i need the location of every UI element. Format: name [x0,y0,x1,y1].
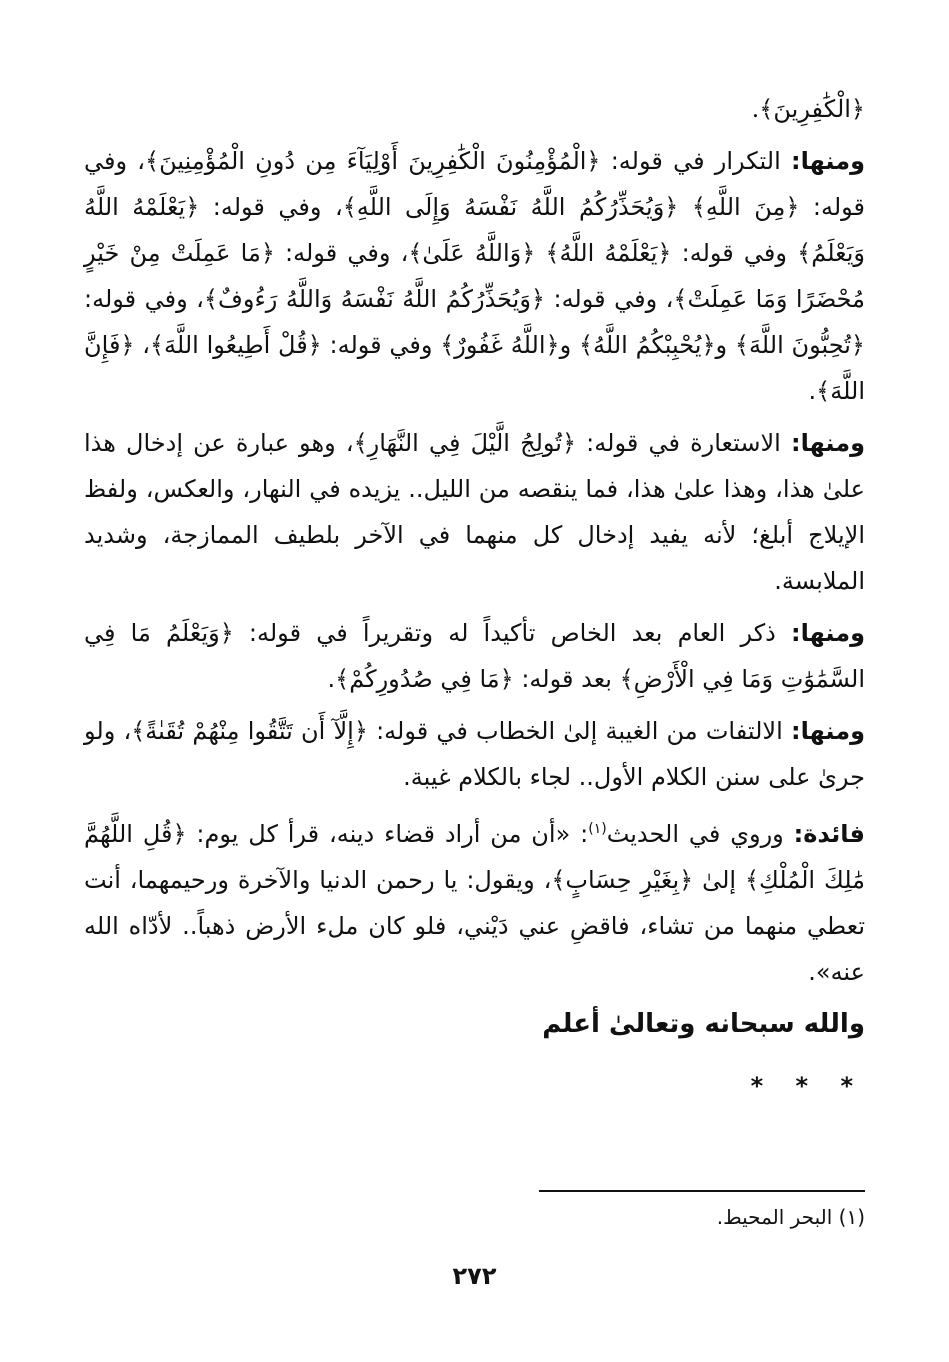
section-divider-stars: * * * [750,1072,865,1100]
paragraph-general-after-specific [84,610,865,702]
paragraph-metaphor [84,420,865,604]
paragraph-text: وروي في الحديث [606,820,794,848]
paragraph-text-continued: : «أن من أراد قضاء دينه، قرأ كل يوم: ﴿قُلِ اللَّهُمَّ مَٰلِكَ الْمُلْكِ﴾ إلىٰ ﴿بِغَيْرِ حِسَابٍ﴾، ويقول: يا رحمن الدنيا والآخرة ورحيمهما، أنت تعطي منهما من تشاء، فاقضِ عني دَيْني، فلو كان ملء الأرض ذهباً.. لأدّاه الله عنه». [84,820,865,986]
footnote-divider [539,1190,865,1192]
paragraph-benefit [84,806,865,995]
page [84,86,865,1362]
paragraph-text: الاستعارة في قوله: ﴿تُولِجُ الَّيْلَ فِي النَّهَارِ﴾، وهو عبارة عن إدخال هذا علىٰ هذا، وهذا علىٰ هذا، فما ينقصه من الليل.. يزيده في النهار، والعكس، ولفظ الإيلاج أبلغ؛ لأنه يفيد إدخال كل منهما في الآخر بلطيف الممازجة، وشديد الملابسة. [84,429,865,595]
first-line: ﴿الْكَٰفِرِينَ﴾. [751,95,865,123]
footnote: (١) البحر المحيط. [716,1205,865,1229]
paragraph-iltifat [84,708,865,800]
paragraph-text: الالتفات من الغيبة إلىٰ الخطاب في قوله: ﴿إِلَّآ أَن تَتَّقُوا مِنْهُمْ تُقَىٰةً﴾، ولو جرىٰ على سنن الكلام الأول.. لجاء بالكلام غيبة. [84,717,865,791]
main-text [84,86,865,1109]
paragraph-lead: ومنها: [790,147,865,175]
paragraph-repetition [84,138,865,414]
page-number: ٢٧٢ [452,1262,497,1290]
paragraph-text: التكرار في قوله: ﴿الْمُؤْمِنُونَ الْكَٰفِرِينَ أَوْلِيَآءَ مِن دُونِ الْمُؤْمِنِينَ﴾، وفي قوله: ﴿مِنَ اللَّهِ﴾ ﴿وَيُحَذِّرُكُمُ اللَّهُ نَفْسَهُ وَإِلَى اللَّهِ﴾، وفي قوله: ﴿يَعْلَمْهُ اللَّهُ وَيَعْلَمُ﴾ وفي قوله: ﴿يَعْلَمْهُ اللَّهُ﴾ ﴿وَاللَّهُ عَلَىٰ﴾، وفي قوله: ﴿مَا عَمِلَتْ مِنْ خَيْرٍ مُحْضَرًا وَمَا عَمِلَتْ﴾، وفي قوله: ﴿وَيُحَذِّرُكُمُ اللَّهُ نَفْسَهُ وَاللَّهُ رَءُوفٌ﴾، وفي قوله: ﴿تُحِبُّونَ اللَّهَ﴾ و﴿يُحْبِبْكُمُ اللَّهُ﴾ و﴿اللَّهُ غَفُورٌ﴾ وفي قوله: ﴿قُلْ أَطِيعُوا اللَّهَ﴾، ﴿فَإِنَّ اللَّهَ﴾. [84,147,865,405]
footnote-marker: (١) [588,821,607,837]
paragraph-lead: ومنها: [790,717,865,745]
paragraph-lead: ومنها: [790,619,865,647]
paragraph-lead: ومنها: [790,429,865,457]
closing-line: والله سبحانه وتعالىٰ أعلم [542,1009,865,1039]
paragraph-text: ذكر العام بعد الخاص تأكيداً له وتقريراً في قوله: ﴿وَيَعْلَمُ مَا فِي السَّمَٰوَٰتِ وَمَا فِي الْأَرْضِ﴾ بعد قوله: ﴿مَا فِي صُدُورِكُمْ﴾. [84,619,865,693]
paragraph-lead: فائدة: [793,820,865,848]
